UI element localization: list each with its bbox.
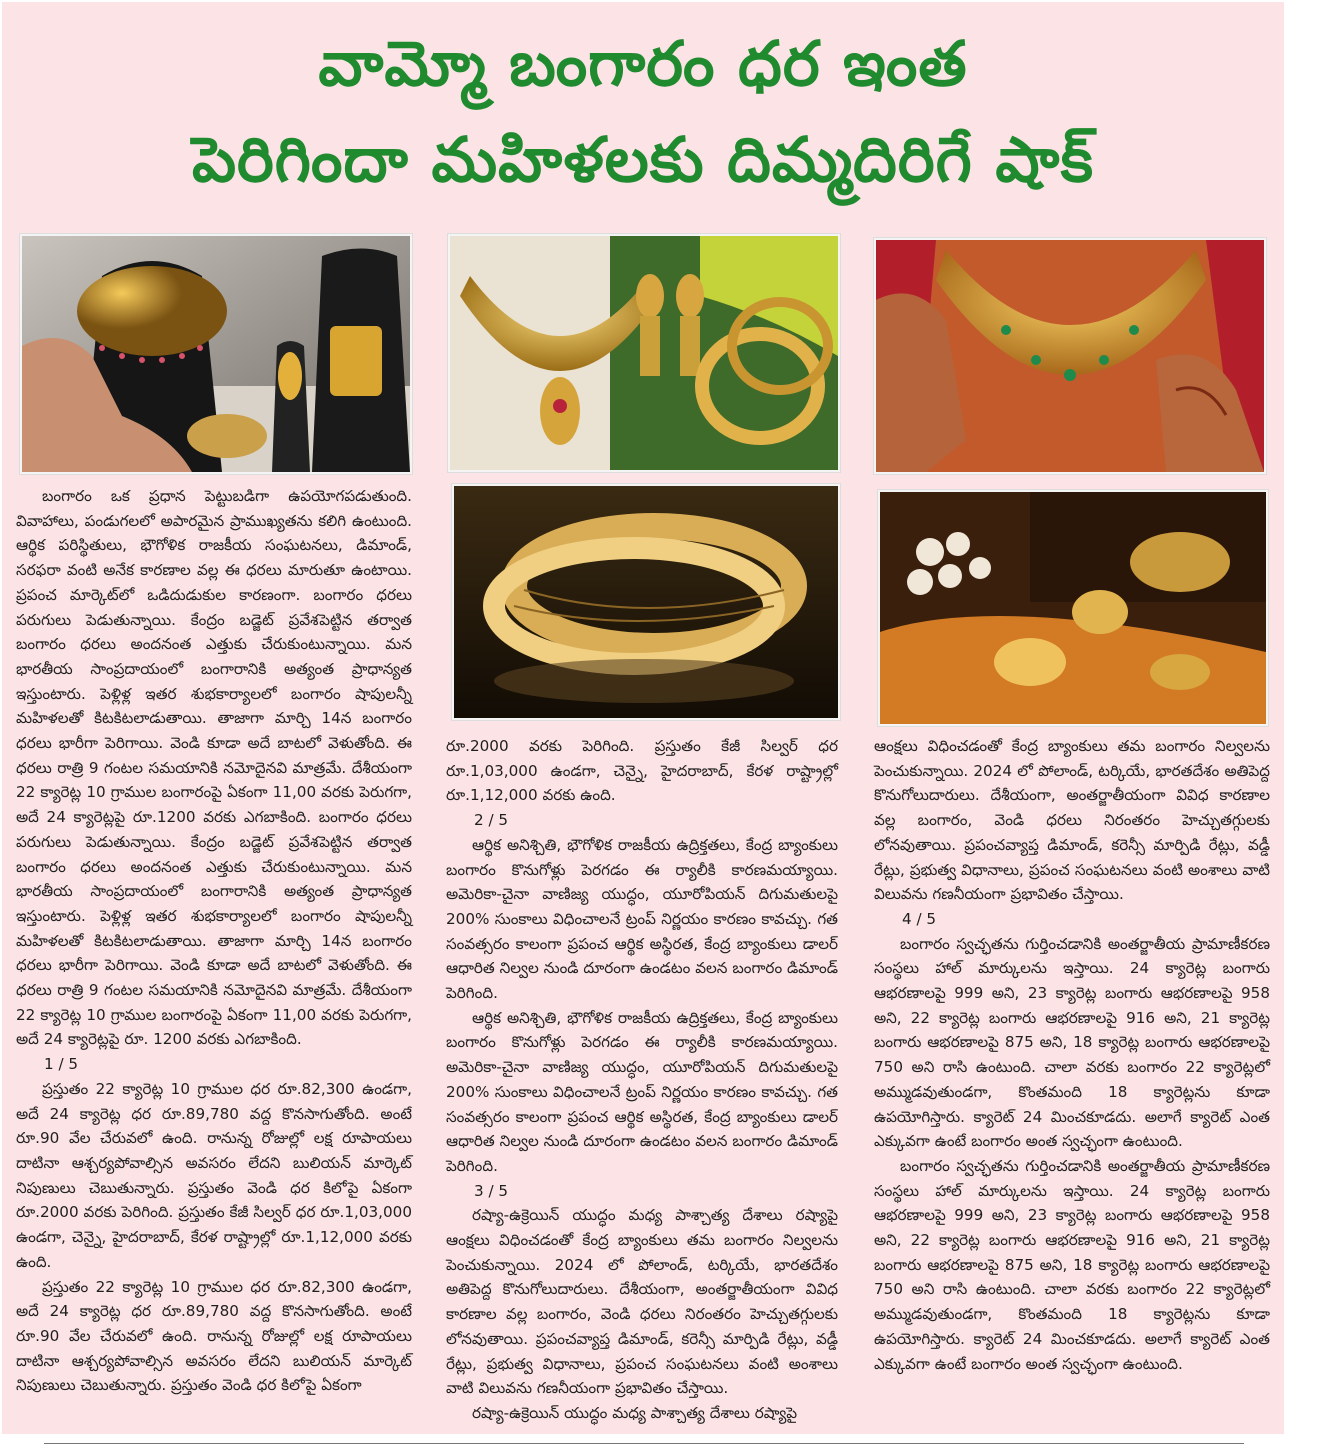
text-column-2 [446, 734, 838, 1426]
col1-para-1: బంగారం ఒక ప్రధాన పెట్టుబడిగా ఉపయోగపడుతుంది. వివాహాలు, పండుగలలో అపారమైన ప్రాముఖ్యతను కలిగి ఉంటుంది. ఆర్థిక పరిస్థితులు, భౌగోళిక రాజకీయ సంఘటనలు, డిమాండ్, సరఫరా వంటి అనేక కారణాల వల్ల ఈ ధరలు మారుతూ ఉంటాయి. ప్రపంచ మార్కెట్‌లో ఒడిదుడుకుల కారణంగా. బంగారం ధరలు పరుగులు పెడుతున్నాయి. కేంద్రం బడ్జెట్ ప్రవేశపెట్టిన తర్వాత బంగారం ధరలు అందనంత ఎత్తుకు చేరుకుంటున్నాయి. మన భారతీయ సాంప్రదాయంలో బంగారానికి అత్యంత ప్రాధాన్యత ఇస్తుంటారు. పెళ్లిళ్ల ఇతర శుభకార్యాలలో బంగారం షాపులన్నీ మహిళలతో కిటకిటలాడుతాయి. తాజాగా మార్చి 14న బంగారం ధరలు భారీగా పెరిగాయి. వెండి కూడా అదే బాటలో వెళుతోంది. ఈ ధరలు రాత్రి 9 గంటల సమయానికి నమోదైనవి మాత్రమే. దేశీయంగా 22 క్యారెట్ల 10 గ్రాముల బంగారంపై ఏకంగా 11,00 వరకు పెరుగగా, అదే 24 క్యారెట్లపై రూ.1200 వరకు ఎగబాకింది. బంగారం ధరలు పరుగులు పెడుతున్నాయి. కేంద్రం బడ్జెట్ ప్రవేశపెట్టిన తర్వాత బంగారం ధరలు అందనంత ఎత్తుకు చేరుకుంటున్నాయి. మన భారతీయ సాంప్రదాయంలో బంగారానికి అత్యంత ప్రాధాన్యత ఇస్తుంటారు. పెళ్లిళ్ల ఇతర శుభకార్యాలలో బంగారం షాపులన్నీ మహిళలతో కిటకిటలాడుతాయి. తాజాగా మార్చి 14న బంగారం ధరలు భారీగా పెరిగాయి. వెండి కూడా అదే బాటలో వెళుతోంది. ఈ ధరలు రాత్రి 9 గంటల సమయానికి నమోదైనవి మాత్రమే. దేశీయంగా 22 క్యారెట్ల 10 గ్రాముల బంగారంపై ఏకంగా 11,00 వరకు పెరుగగా, అదే 24 క్యారెట్లపై రూ. 1200 వరకు ఎగబాకింది. [16, 487, 412, 1049]
photo-jewellery-display [20, 234, 412, 474]
section-marker-1-of-5: 1 / 5 [44, 1055, 79, 1074]
photo-necklace-set [448, 234, 840, 472]
col2-para-1: రూ.2000 వరకు పెరిగింది. ప్రస్తుతం కేజీ సిల్వర్ ధర రూ.1,03,000 ఉండగా, చెన్నై, హైదరాబాద్, కేరళ రాష్ట్రాల్లో రూ.1,12,000 వరకు ఉంది. [446, 737, 838, 805]
col1-para-2: ప్రస్తుతం 22 క్యారెట్ల 10 గ్రాముల ధర రూ.82,300 ఉండగా, అదే 24 క్యారెట్ల ధర రూ.89,780 వద్ద కొనసాగుతోంది. అంటే రూ.90 వేల చేరువలో ఉంది. రానున్న రోజుల్లో లక్ష రూపాయలు దాటినా ఆశ్చర్యపోవాల్సిన అవసరం లేదని బులియన్ మార్కెట్ నిపుణులు చెబుతున్నారు. ప్రస్తుతం వెండి ధర కిలోపై ఏకంగా రూ.2000 వరకు పెరిగింది. ప్రస్తుతం కేజీ సిల్వర్ ధర రూ.1,03,000 ఉండగా, చెన్నై, హైదరాబాద్, కేరళ రాష్ట్రాల్లో రూ.1,12,000 వరకు ఉంది. [16, 1079, 412, 1271]
section-marker-4-of-5: 4 / 5 [902, 909, 937, 928]
headline-line-2: పెరిగిందా మహిళలకు దిమ్మదిరిగే షాక్ [191, 123, 1095, 196]
section-marker-3-of-5: 3 / 5 [474, 1181, 509, 1200]
col3-para-2: బంగారం స్వచ్ఛతను గుర్తించడానికి అంతర్జాతీయ ప్రామాణీకరణ సంస్థలు హాల్ మార్కులను ఇస్తాయి. 24 క్యారెట్ల బంగారు ఆభరణాలపై 999 అని, 23 క్యారెట్ల బంగారు ఆభరణాలపై 958 అని, 22 క్యారెట్ల బంగారు ఆభరణాలపై 916 అని, 21 క్యారెట్ల బంగారు ఆభరణాలపై 875 అని, 18 క్యారెట్ల బంగారు ఆభరణాలపై 750 అని రాసి ఉంటుంది. చాలా వరకు బంగారం 22 క్యారెట్లలో అమ్ముడవుతుండగా, కొంతమంది 18 క్యారెట్లను కూడా ఉపయోగిస్తారు. క్యారెట్ 24 మించకూడదు. అలాగే క్యారెట్ ఎంత ఎక్కువగా ఉంటే బంగారం అంత స్వచ్ఛంగా ఉంటుంది. [874, 934, 1270, 1151]
col2-para-4: రష్యా-ఉక్రెయిన్ యుద్ధం మధ్య పాశ్చాత్య దేశాలు రష్యాపై ఆంక్షలు విధించడంతో కేంద్ర బ్యాంకులు తమ బంగారం నిల్వలను పెంచుకున్నాయి. 2024 లో పోలాండ్, టర్కియే, భారతదేశం అతిపెద్ద కొనుగోలుదారులు. దేశీయంగా, అంతర్జాతీయంగా వివిధ కారణాల వల్ల బంగారం, వెండి ధరలు నిరంతరం హెచ్చుతగ్గులకు లోనవుతాయి. ప్రపంచవ్యాప్త డిమాండ్, కరెన్సీ మార్పిడి రేట్లు, వడ్డీ రేట్లు, ప్రభుత్వ విధానాలు, ప్రపంచ సంఘటనలు వంటి అంశాలు వాటి విలువను గణనీయంగా ప్రభావితం చేస్తాయి. [446, 1206, 838, 1398]
article-page [2, 2, 1284, 1434]
col2-para-5: రష్యా-ఉక్రెయిన్ యుద్ధం మధ్య పాశ్చాత్య దేశాలు రష్యాపై [472, 1403, 798, 1422]
photo-gold-bangles [452, 484, 840, 720]
bottom-rule [44, 1443, 1244, 1444]
photo-bride-jewellery [874, 238, 1266, 474]
photo-treasure-chest [878, 490, 1268, 726]
col2-para-3: ఆర్థిక అనిశ్చితి, భౌగోళిక రాజకీయ ఉద్రిక్తతలు, కేంద్ర బ్యాంకులు బంగారం కొనుగోళ్లు పెరగడం ఈ ర్యాలీకి కారణమయ్యాయి. అమెరికా-చైనా వాణిజ్య యుద్ధం, యూరోపియన్ దిగుమతులపై 200% సుంకాలు విధించాలనే ట్రంప్ నిర్ణయం కారణం కావచ్చు. గత సంవత్సరం కాలంగా ప్రపంచ ఆర్థిక అస్థిరత, కేంద్ర బ్యాంకులు డాలర్ ఆధారిత నిల్వల నుండి దూరంగా ఉండటం వలన బంగారం డిమాండ్ పెరిగింది. [446, 1008, 838, 1175]
col1-para-3: ప్రస్తుతం 22 క్యారెట్ల 10 గ్రాముల ధర రూ.82,300 ఉండగా, అదే 24 క్యారెట్ల ధర రూ.89,780 వద్ద కొనసాగుతోంది. అంటే రూ.90 వేల చేరువలో ఉంది. రానున్న రోజుల్లో లక్ష రూపాయలు దాటినా ఆశ్చర్యపోవాల్సిన అవసరం లేదని బులియన్ మార్కెట్ నిపుణులు చెబుతున్నారు. ప్రస్తుతం వెండి ధర కిలోపై ఏకంగా [16, 1277, 412, 1395]
text-column-3 [874, 734, 1270, 1376]
headline-line-1: వామ్మో బంగారం ధర ఇంత [318, 27, 968, 100]
text-column-1 [16, 484, 412, 1398]
col3-para-3: బంగారం స్వచ్ఛతను గుర్తించడానికి అంతర్జాతీయ ప్రామాణీకరణ సంస్థలు హాల్ మార్కులను ఇస్తాయి. 24 క్యారెట్ల బంగారు ఆభరణాలపై 999 అని, 23 క్యారెట్ల బంగారు ఆభరణాలపై 958 అని, 22 క్యారెట్ల బంగారు ఆభరణాలపై 916 అని, 21 క్యారెట్ల బంగారు ఆభరణాలపై 875 అని, 18 క్యారెట్ల బంగారు ఆభరణాలపై 750 అని రాసి ఉంటుంది. చాలా వరకు బంగారం 22 క్యారెట్లలో అమ్ముడవుతుండగా, కొంతమంది 18 క్యారెట్లను కూడా ఉపయోగిస్తారు. క్యారెట్ 24 మించకూడదు. అలాగే క్యారెట్ ఎంత ఎక్కువగా ఉంటే బంగారం అంత స్వచ్ఛంగా ఉంటుంది. [874, 1156, 1270, 1373]
col3-para-1: ఆంక్షలు విధించడంతో కేంద్ర బ్యాంకులు తమ బంగారం నిల్వలను పెంచుకున్నాయి. 2024 లో పోలాండ్, టర్కియే, భారతదేశం అతిపెద్ద కొనుగోలుదారులు. దేశీయంగా, అంతర్జాతీయంగా వివిధ కారణాల వల్ల బంగారం, వెండి ధరలు నిరంతరం హెచ్చుతగ్గులకు లోనవుతాయి. ప్రపంచవ్యాప్త డిమాండ్, కరెన్సీ మార్పిడి రేట్లు, వడ్డీ రేట్లు, ప్రభుత్వ విధానాలు, ప్రపంచ సంఘటనలు వంటి అంశాలు వాటి విలువను గణనీయంగా ప్రభావితం చేస్తాయి. [874, 737, 1270, 904]
col2-para-2: ఆర్థిక అనిశ్చితి, భౌగోళిక రాజకీయ ఉద్రిక్తతలు, కేంద్ర బ్యాంకులు బంగారం కొనుగోళ్లు పెరగడం ఈ ర్యాలీకి కారణమయ్యాయి. అమెరికా-చైనా వాణిజ్య యుద్ధం, యూరోపియన్ దిగుమతులపై 200% సుంకాలు విధించాలనే ట్రంప్ నిర్ణయం కారణం కావచ్చు. గత సంవత్సరం కాలంగా ప్రపంచ ఆర్థిక అస్థిరత, కేంద్ర బ్యాంకులు డాలర్ ఆధారిత నిల్వల నుండి దూరంగా ఉండటం వలన బంగారం డిమాండ్ పెరిగింది. [446, 835, 838, 1003]
section-marker-2-of-5: 2 / 5 [474, 811, 509, 830]
